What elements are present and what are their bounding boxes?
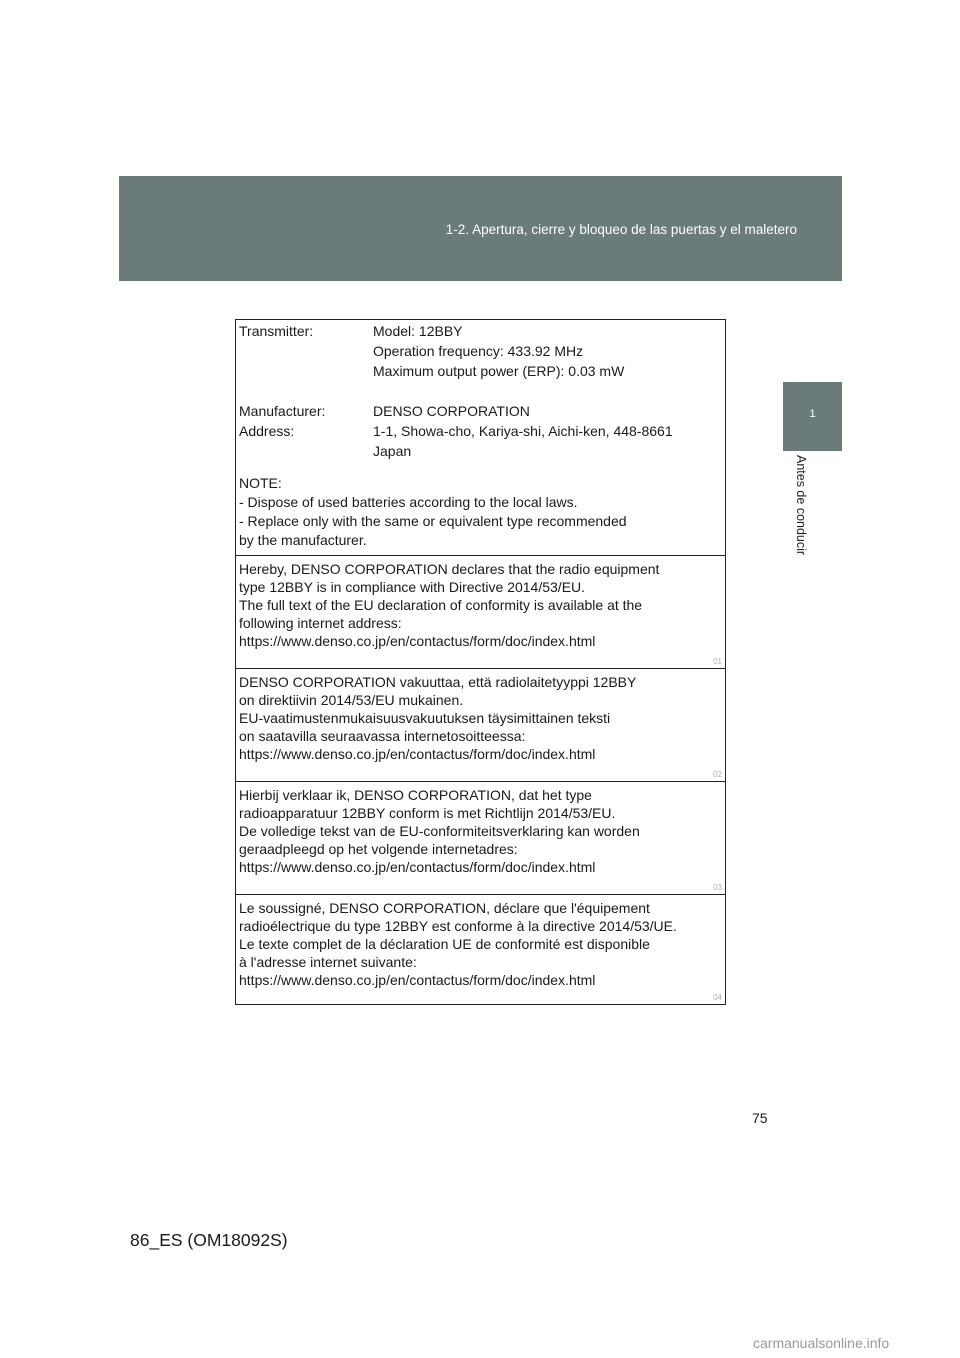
declaration-french	[236, 894, 725, 1004]
declaration-line: radioélectrique du type 12BBY est conforme à la directive 2014/53/UE.	[239, 918, 677, 934]
document-code: 86_ES (OM18092S)	[130, 1230, 288, 1250]
declaration-line: type 12BBY is in compliance with Directive 2014/53/EU.	[239, 579, 586, 595]
note-label: NOTE:	[239, 475, 282, 491]
section-tag: 01	[713, 657, 722, 666]
declaration-line: The full text of the EU declaration of conformity is available at the	[239, 597, 643, 613]
declaration-line: radioapparatuur 12BBY conform is met Richtlijn 2014/53/EU.	[239, 805, 616, 821]
watermark: carmanualsonline.info	[753, 1335, 890, 1351]
declaration-url: https://www.denso.co.jp/en/contactus/form/doc/index.html	[239, 972, 596, 988]
manufacturer-label: Manufacturer:	[239, 403, 326, 419]
model-value: Model: 12BBY	[373, 323, 463, 339]
declaration-line: EU-vaatimustenmukaisuusvakuutuksen täysimittainen teksti	[239, 710, 611, 726]
chapter-title: 1-2. Apertura, cierre y bloqueo de las puertas y el maletero	[445, 222, 797, 237]
transmitter-label: Transmitter:	[239, 323, 314, 339]
address-line-2: Japan	[373, 443, 412, 459]
declaration-english	[236, 555, 725, 668]
page-number: 75	[752, 1110, 768, 1126]
section-tag: 03	[713, 883, 722, 892]
frequency-value: Operation frequency: 433.92 MHz	[373, 343, 584, 359]
declaration-line: à l'adresse internet suivante:	[239, 954, 417, 970]
declaration-finnish	[236, 668, 725, 781]
chapter-tab-number: 1	[809, 408, 816, 420]
address-line-1: 1-1, Showa-cho, Kariya-shi, Aichi-ken, 448-8661	[373, 423, 673, 439]
declaration-line: on saatavilla seuraavassa internetosoitteessa:	[239, 728, 526, 744]
section-tag: 04	[713, 993, 722, 1002]
chapter-header	[119, 176, 842, 281]
chapter-side-label: Antes de conducir	[794, 455, 808, 556]
declaration-url: https://www.denso.co.jp/en/contactus/form/doc/index.html	[239, 633, 596, 649]
address-label: Address:	[239, 423, 295, 439]
note-item-1: - Dispose of used batteries according to the local laws.	[239, 494, 578, 510]
declaration-line: following internet address:	[239, 615, 402, 631]
declaration-line: Hierbij verklaar ik, DENSO CORPORATION, dat het type	[239, 787, 592, 803]
declaration-url: https://www.denso.co.jp/en/contactus/form/doc/index.html	[239, 859, 596, 875]
manufacturer-value: DENSO CORPORATION	[373, 403, 530, 419]
declaration-line: on direktiivin 2014/53/EU mukainen.	[239, 692, 464, 708]
declaration-line: Le texte complet de la déclaration UE de conformité est disponible	[239, 936, 650, 952]
declaration-line: Le soussigné, DENSO CORPORATION, déclare que l'équipement	[239, 900, 650, 916]
transmitter-specs	[236, 320, 725, 555]
regulatory-notice-box	[235, 319, 726, 1005]
chapter-tab	[783, 382, 842, 451]
note-item-3: by the manufacturer.	[239, 532, 367, 548]
section-tag: 02	[713, 770, 722, 779]
note-item-2: - Replace only with the same or equivalent type recommended	[239, 513, 627, 529]
declaration-line: De volledige tekst van de EU-conformiteitsverklaring kan worden	[239, 823, 640, 839]
power-value: Maximum output power (ERP): 0.03 mW	[373, 363, 625, 379]
declaration-dutch	[236, 781, 725, 894]
declaration-line: Hereby, DENSO CORPORATION declares that the radio equipment	[239, 561, 660, 577]
declaration-url: https://www.denso.co.jp/en/contactus/form/doc/index.html	[239, 746, 596, 762]
declaration-line: DENSO CORPORATION vakuuttaa, että radiolaitetyyppi 12BBY	[239, 674, 637, 690]
declaration-line: geraadpleegd op het volgende internetadres:	[239, 841, 518, 857]
